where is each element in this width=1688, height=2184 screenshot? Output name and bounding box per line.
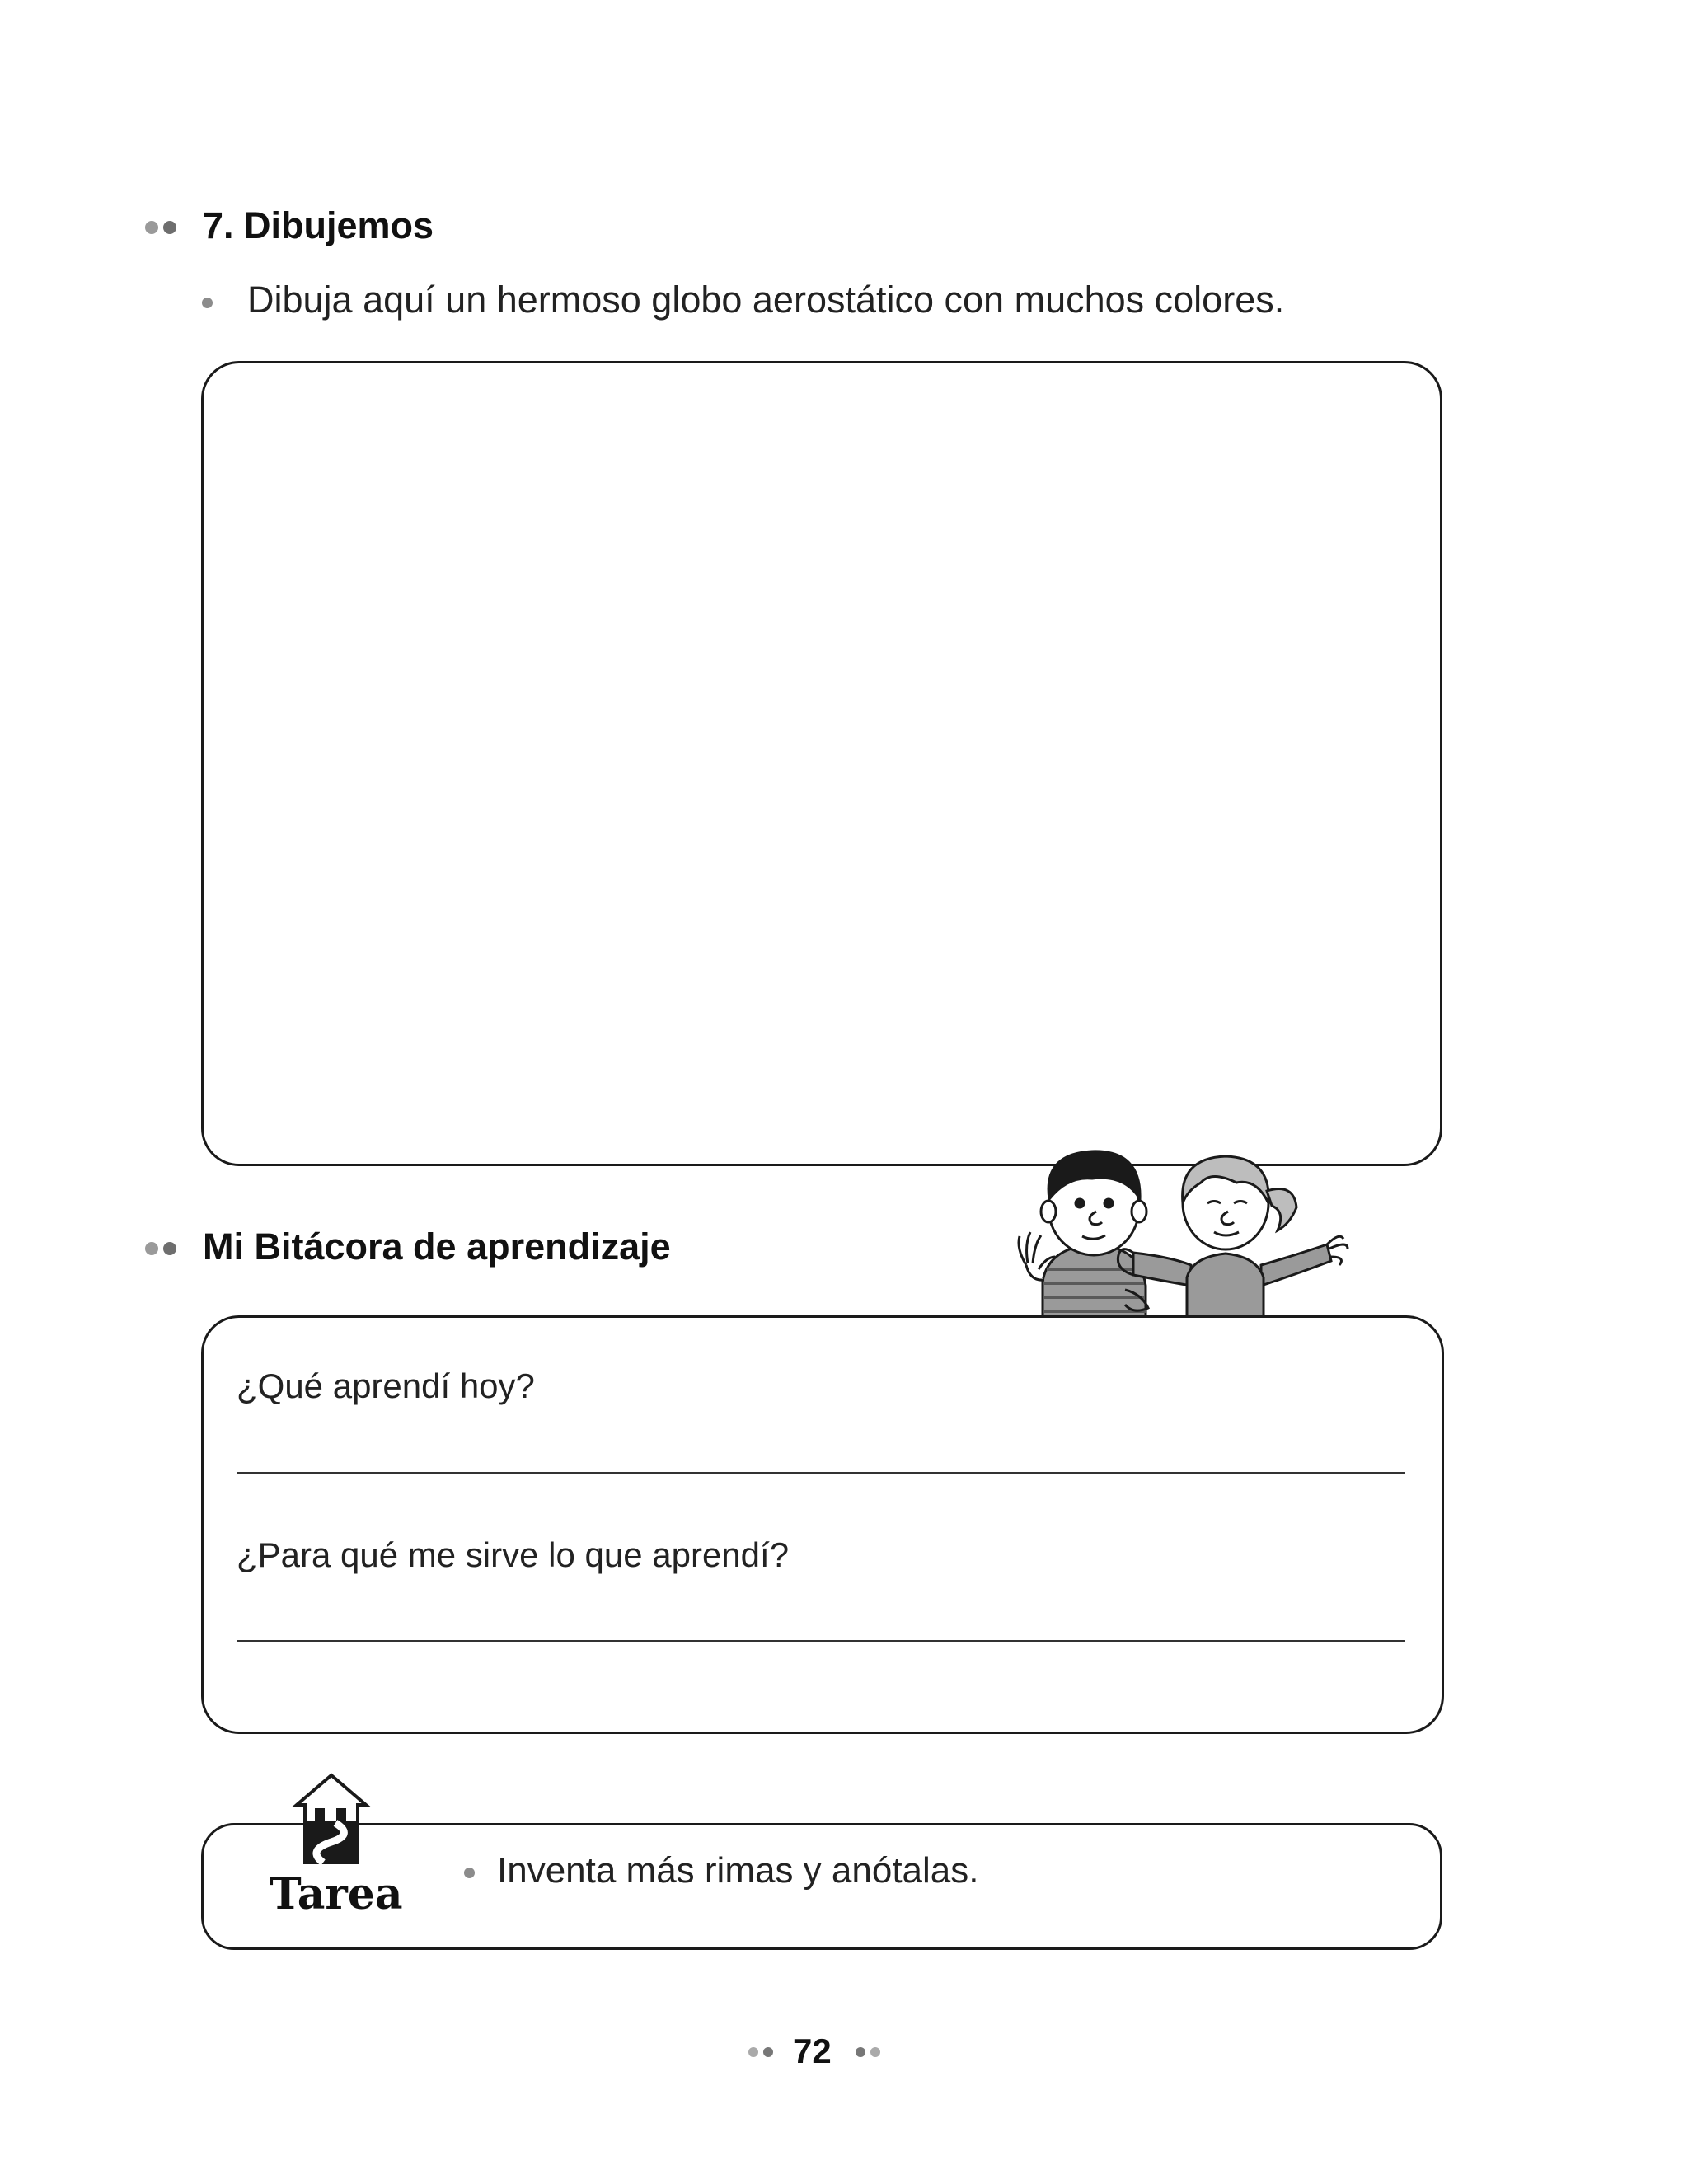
question-learned-today: ¿Qué aprendí hoy?	[237, 1366, 535, 1405]
drawing-area[interactable]	[201, 361, 1442, 1166]
homework-label: Tarea	[270, 1869, 403, 1919]
section-dots	[145, 221, 176, 234]
bullet-icon	[202, 298, 213, 308]
question-usefulness: ¿Para qué me sirve lo que aprendí?	[237, 1535, 790, 1574]
answer-line-1[interactable]	[237, 1472, 1405, 1474]
page-number: 72	[793, 2032, 832, 2070]
drawing-instruction: Dibuja aquí un hermoso globo aerostático con muchos colores.	[247, 279, 1285, 321]
house-road-icon	[290, 1772, 373, 1871]
homework-text: Inventa más rimas y anótalas.	[497, 1850, 979, 1891]
section-title-dibujemos: 7. Dibujemos	[203, 204, 434, 246]
section-dots	[145, 1242, 176, 1255]
section-title-bitacora: Mi Bitácora de aprendizaje	[203, 1226, 671, 1268]
children-illustration	[1010, 1133, 1356, 1323]
bullet-icon	[464, 1868, 475, 1878]
answer-line-2[interactable]	[237, 1640, 1405, 1642]
page-number-dots-right	[856, 2047, 880, 2057]
page-number-dots-left	[748, 2047, 773, 2057]
